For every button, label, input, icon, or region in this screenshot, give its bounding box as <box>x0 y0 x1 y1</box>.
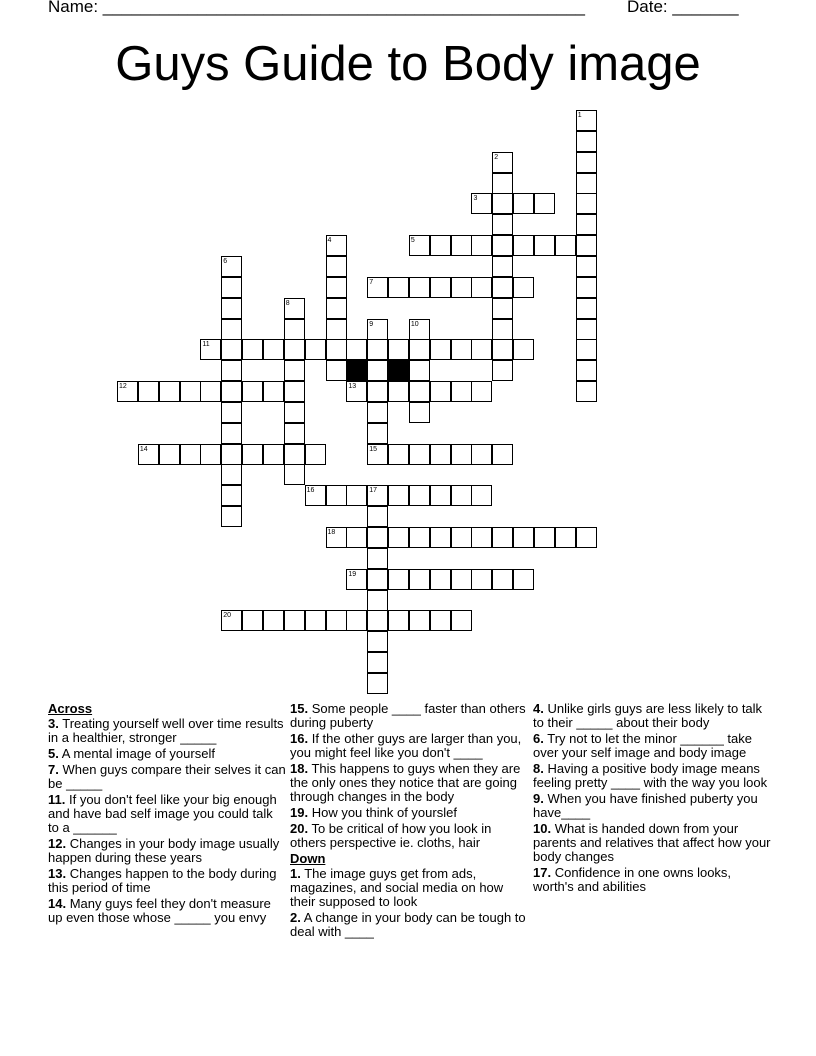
crossword-cell[interactable] <box>221 381 242 402</box>
crossword-cell[interactable] <box>430 610 451 631</box>
crossword-cell[interactable] <box>492 527 513 548</box>
crossword-cell[interactable] <box>451 527 472 548</box>
crossword-cell[interactable] <box>367 527 388 548</box>
crossword-cell[interactable] <box>200 444 221 465</box>
clue-number: 19 <box>348 570 357 578</box>
clue-number: 1 <box>577 112 582 119</box>
crossword-cell[interactable] <box>284 360 305 381</box>
crossword-cell[interactable] <box>284 464 305 485</box>
crossword-cell[interactable] <box>242 381 263 402</box>
down-clue-10: 10. What is handed down from your parents and relatives that affect how your body changes <box>533 821 771 864</box>
crossword-cell[interactable] <box>576 193 597 214</box>
crossword-cell[interactable] <box>430 527 451 548</box>
crossword-cell[interactable] <box>451 277 472 298</box>
crossword-block <box>346 360 367 381</box>
crossword-cell[interactable] <box>492 339 513 360</box>
crossword-cell[interactable] <box>326 339 347 360</box>
crossword-cell[interactable] <box>409 360 430 381</box>
clues-column-2 <box>290 702 528 941</box>
crossword-cell[interactable] <box>367 569 388 590</box>
crossword-cell[interactable] <box>492 256 513 277</box>
crossword-cell[interactable] <box>367 652 388 673</box>
across-clue-19: 19. How you think of yourslef <box>290 805 457 820</box>
crossword-cell[interactable] <box>221 277 242 298</box>
crossword-cell[interactable] <box>576 152 597 173</box>
crossword-cell[interactable] <box>180 381 201 402</box>
across-clue-15: 15. Some people ____ faster than others during puberty <box>290 701 526 730</box>
crossword-cell[interactable] <box>388 610 409 631</box>
crossword-cell[interactable] <box>221 506 242 527</box>
crossword-cell[interactable] <box>159 444 180 465</box>
crossword-cell[interactable] <box>221 402 242 423</box>
crossword-cell[interactable] <box>534 193 555 214</box>
clue-number: 4 <box>327 237 332 245</box>
crossword-cell[interactable] <box>388 277 409 298</box>
crossword-cell[interactable] <box>471 444 492 465</box>
crossword-cell[interactable] <box>471 235 492 256</box>
across-clue-7: 7. When guys compare their selves it can be _____ <box>48 762 286 791</box>
crossword-cell[interactable] <box>284 339 305 360</box>
across-clue-13: 13. Changes happen to the body during this period of time <box>48 866 277 895</box>
clue-number: 14 <box>139 445 148 453</box>
clues-column-3 <box>533 702 771 896</box>
crossword-cell[interactable] <box>367 402 388 423</box>
crossword-cell[interactable] <box>576 339 597 360</box>
down-clue-9: 9. When you have finished puberty you have____ <box>533 791 758 820</box>
across-clue-16: 16. If the other guys are larger than you, you might feel like you don't ____ <box>290 731 522 760</box>
name-field: Name: ___________________________________________________ <box>48 0 585 16</box>
crossword-cell[interactable] <box>576 173 597 194</box>
crossword-cell[interactable] <box>409 339 430 360</box>
crossword-cell[interactable] <box>346 527 367 548</box>
crossword-cell[interactable] <box>346 339 367 360</box>
clue-number: 10 <box>410 320 419 328</box>
clue-number: 7 <box>369 278 374 286</box>
crossword-cell[interactable] <box>513 235 534 256</box>
crossword-cell[interactable] <box>367 631 388 652</box>
down-clue-4: 4. Unlike girls guys are less likely to talk to their _____ about their body <box>533 701 763 730</box>
crossword-cell[interactable] <box>409 402 430 423</box>
crossword-cell[interactable] <box>430 277 451 298</box>
clues-column-1 <box>48 702 286 927</box>
crossword-cell[interactable] <box>451 569 472 590</box>
crossword-cell[interactable] <box>513 527 534 548</box>
crossword-cell[interactable] <box>409 527 430 548</box>
crossword-cell[interactable] <box>534 527 555 548</box>
crossword-cell[interactable] <box>576 381 597 402</box>
crossword-cell[interactable] <box>576 214 597 235</box>
crossword-cell[interactable] <box>471 277 492 298</box>
crossword-cell[interactable] <box>326 256 347 277</box>
crossword-cell[interactable] <box>284 444 305 465</box>
down-clue-17: 17. Confidence in one owns looks, worth's and abilities <box>533 865 732 894</box>
crossword-cell[interactable] <box>471 569 492 590</box>
crossword-cell[interactable] <box>451 381 472 402</box>
crossword-cell[interactable] <box>326 360 347 381</box>
crossword-cell[interactable] <box>471 381 492 402</box>
crossword-cell[interactable] <box>284 381 305 402</box>
crossword-cell[interactable] <box>409 277 430 298</box>
crossword-cell[interactable] <box>492 173 513 194</box>
crossword-cell[interactable] <box>180 444 201 465</box>
down-heading: Down <box>290 851 326 866</box>
clue-number: 3 <box>473 195 478 203</box>
crossword-cell[interactable] <box>346 485 367 506</box>
crossword-cell[interactable] <box>221 298 242 319</box>
crossword-cell[interactable] <box>221 319 242 340</box>
across-clue-14: 14. Many guys feel they don't measure up even those whose _____ you envy <box>48 896 271 925</box>
crossword-cell[interactable] <box>284 402 305 423</box>
crossword-cell[interactable] <box>263 444 284 465</box>
clue-number: 2 <box>494 153 499 161</box>
crossword-cell[interactable] <box>576 298 597 319</box>
crossword-cell[interactable] <box>513 569 534 590</box>
crossword-cell[interactable] <box>492 214 513 235</box>
crossword-cell[interactable] <box>576 360 597 381</box>
crossword-cell[interactable] <box>409 610 430 631</box>
crossword-cell[interactable] <box>388 444 409 465</box>
crossword-cell[interactable] <box>430 235 451 256</box>
crossword-cell[interactable] <box>326 319 347 340</box>
crossword-cell[interactable] <box>471 339 492 360</box>
crossword-cell[interactable] <box>430 485 451 506</box>
crossword-cell[interactable] <box>576 131 597 152</box>
across-clue-12: 12. Changes in your body image usually happen during these years <box>48 836 280 865</box>
crossword-cell[interactable] <box>576 256 597 277</box>
crossword-cell[interactable] <box>284 610 305 631</box>
crossword-cell[interactable] <box>367 673 388 694</box>
clue-number: 9 <box>369 320 374 328</box>
crossword-cell[interactable] <box>555 235 576 256</box>
crossword-cell[interactable] <box>430 381 451 402</box>
crossword-cell[interactable] <box>451 235 472 256</box>
crossword-cell[interactable] <box>409 381 430 402</box>
crossword-cell[interactable] <box>492 319 513 340</box>
crossword-cell[interactable] <box>430 444 451 465</box>
crossword-cell[interactable] <box>492 277 513 298</box>
across-heading: Across <box>48 701 93 716</box>
clue-number: 13 <box>348 383 357 391</box>
clue-number: 17 <box>369 487 377 495</box>
crossword-cell[interactable] <box>263 610 284 631</box>
crossword-cell[interactable] <box>451 485 472 506</box>
crossword-cell[interactable] <box>221 485 242 506</box>
crossword-cell[interactable] <box>326 485 347 506</box>
crossword-cell[interactable] <box>388 569 409 590</box>
clue-number: 11 <box>202 341 210 349</box>
crossword-cell[interactable] <box>326 298 347 319</box>
crossword-cell[interactable] <box>326 277 347 298</box>
crossword-cell[interactable] <box>471 485 492 506</box>
crossword-cell[interactable] <box>242 339 263 360</box>
crossword-cell[interactable] <box>367 548 388 569</box>
date-field: Date: _______ <box>627 0 739 16</box>
crossword-cell[interactable] <box>388 527 409 548</box>
down-clue-2: 2. A change in your body can be tough to deal with ____ <box>290 910 526 939</box>
crossword-cell[interactable] <box>555 527 576 548</box>
crossword-cell[interactable] <box>388 381 409 402</box>
crossword-cell[interactable] <box>138 381 159 402</box>
crossword-cell[interactable] <box>576 235 597 256</box>
crossword-cell[interactable] <box>221 464 242 485</box>
crossword-cell[interactable] <box>513 193 534 214</box>
crossword-cell[interactable] <box>367 381 388 402</box>
crossword-block <box>388 360 409 381</box>
crossword-cell[interactable] <box>492 235 513 256</box>
crossword-cell[interactable] <box>513 277 534 298</box>
crossword-cell[interactable] <box>388 485 409 506</box>
clue-number: 16 <box>306 487 315 495</box>
crossword-cell[interactable] <box>576 527 597 548</box>
crossword-cell[interactable] <box>430 569 451 590</box>
crossword-cell[interactable] <box>367 590 388 611</box>
crossword-cell[interactable] <box>492 298 513 319</box>
crossword-cell[interactable] <box>367 339 388 360</box>
down-clue-6: 6. Try not to let the minor ______ take over your self image and body image <box>533 731 752 760</box>
crossword-cell[interactable] <box>409 569 430 590</box>
page-title: Guys Guide to Body image <box>115 37 701 91</box>
crossword-cell[interactable] <box>284 319 305 340</box>
down-clue-1: 1. The image guys get from ads, magazines, and social media on how their supposed to look <box>290 866 504 909</box>
crossword-cell[interactable] <box>409 485 430 506</box>
crossword-cell[interactable] <box>200 381 221 402</box>
crossword-cell[interactable] <box>221 423 242 444</box>
crossword-cell[interactable] <box>305 339 326 360</box>
crossword-cell[interactable] <box>284 423 305 444</box>
crossword-cell[interactable] <box>367 423 388 444</box>
across-clue-3: 3. Treating yourself well over time results in a healthier, stronger _____ <box>48 716 284 745</box>
crossword-cell[interactable] <box>305 444 326 465</box>
clue-number: 15 <box>369 445 377 453</box>
crossword-cell[interactable] <box>513 339 534 360</box>
crossword-cell[interactable] <box>388 339 409 360</box>
crossword-cell[interactable] <box>242 444 263 465</box>
crossword-cell[interactable] <box>305 610 326 631</box>
clue-number: 5 <box>410 237 415 245</box>
across-clue-5: 5. A mental image of yourself <box>48 746 215 761</box>
across-clue-18: 18. This happens to guys when they are the only ones they notice that are going through changes in the body <box>290 761 521 804</box>
clue-number: 12 <box>119 383 127 391</box>
crossword-cell[interactable] <box>471 527 492 548</box>
crossword-cell[interactable] <box>492 360 513 381</box>
crossword-cell[interactable] <box>326 610 347 631</box>
crossword-cell[interactable] <box>576 319 597 340</box>
crossword-cell[interactable] <box>492 444 513 465</box>
crossword-cell[interactable] <box>409 444 430 465</box>
crossword-cell[interactable] <box>263 381 284 402</box>
crossword-cell[interactable] <box>346 610 367 631</box>
clue-number: 18 <box>327 529 336 536</box>
clue-number: 8 <box>285 299 290 307</box>
crossword-cell[interactable] <box>492 193 513 214</box>
across-clue-20: 20. To be critical of how you look in others perspective ie. cloths, hair <box>290 821 492 850</box>
crossword-cell[interactable] <box>534 235 555 256</box>
clue-number: 20 <box>223 612 232 620</box>
crossword-cell[interactable] <box>221 339 242 360</box>
crossword-cell[interactable] <box>430 339 451 360</box>
crossword-cell[interactable] <box>367 360 388 381</box>
crossword-cell[interactable] <box>221 444 242 465</box>
clue-number: 6 <box>223 257 228 265</box>
crossword-cell[interactable] <box>451 339 472 360</box>
crossword-cell[interactable] <box>263 339 284 360</box>
crossword-cell[interactable] <box>451 610 472 631</box>
crossword-cell[interactable] <box>492 569 513 590</box>
crossword-cell[interactable] <box>576 277 597 298</box>
crossword-cell[interactable] <box>451 444 472 465</box>
crossword-cell[interactable] <box>159 381 180 402</box>
crossword-cell[interactable] <box>367 506 388 527</box>
crossword-cell[interactable] <box>367 610 388 631</box>
crossword-cell[interactable] <box>242 610 263 631</box>
crossword-cell[interactable] <box>221 360 242 381</box>
across-clue-11: 11. If you don't feel like your big enough and have bad self image you could talk to a ______ <box>48 792 277 835</box>
down-clue-8: 8. Having a positive body image means feeling pretty ____ with the way you look <box>533 761 768 790</box>
